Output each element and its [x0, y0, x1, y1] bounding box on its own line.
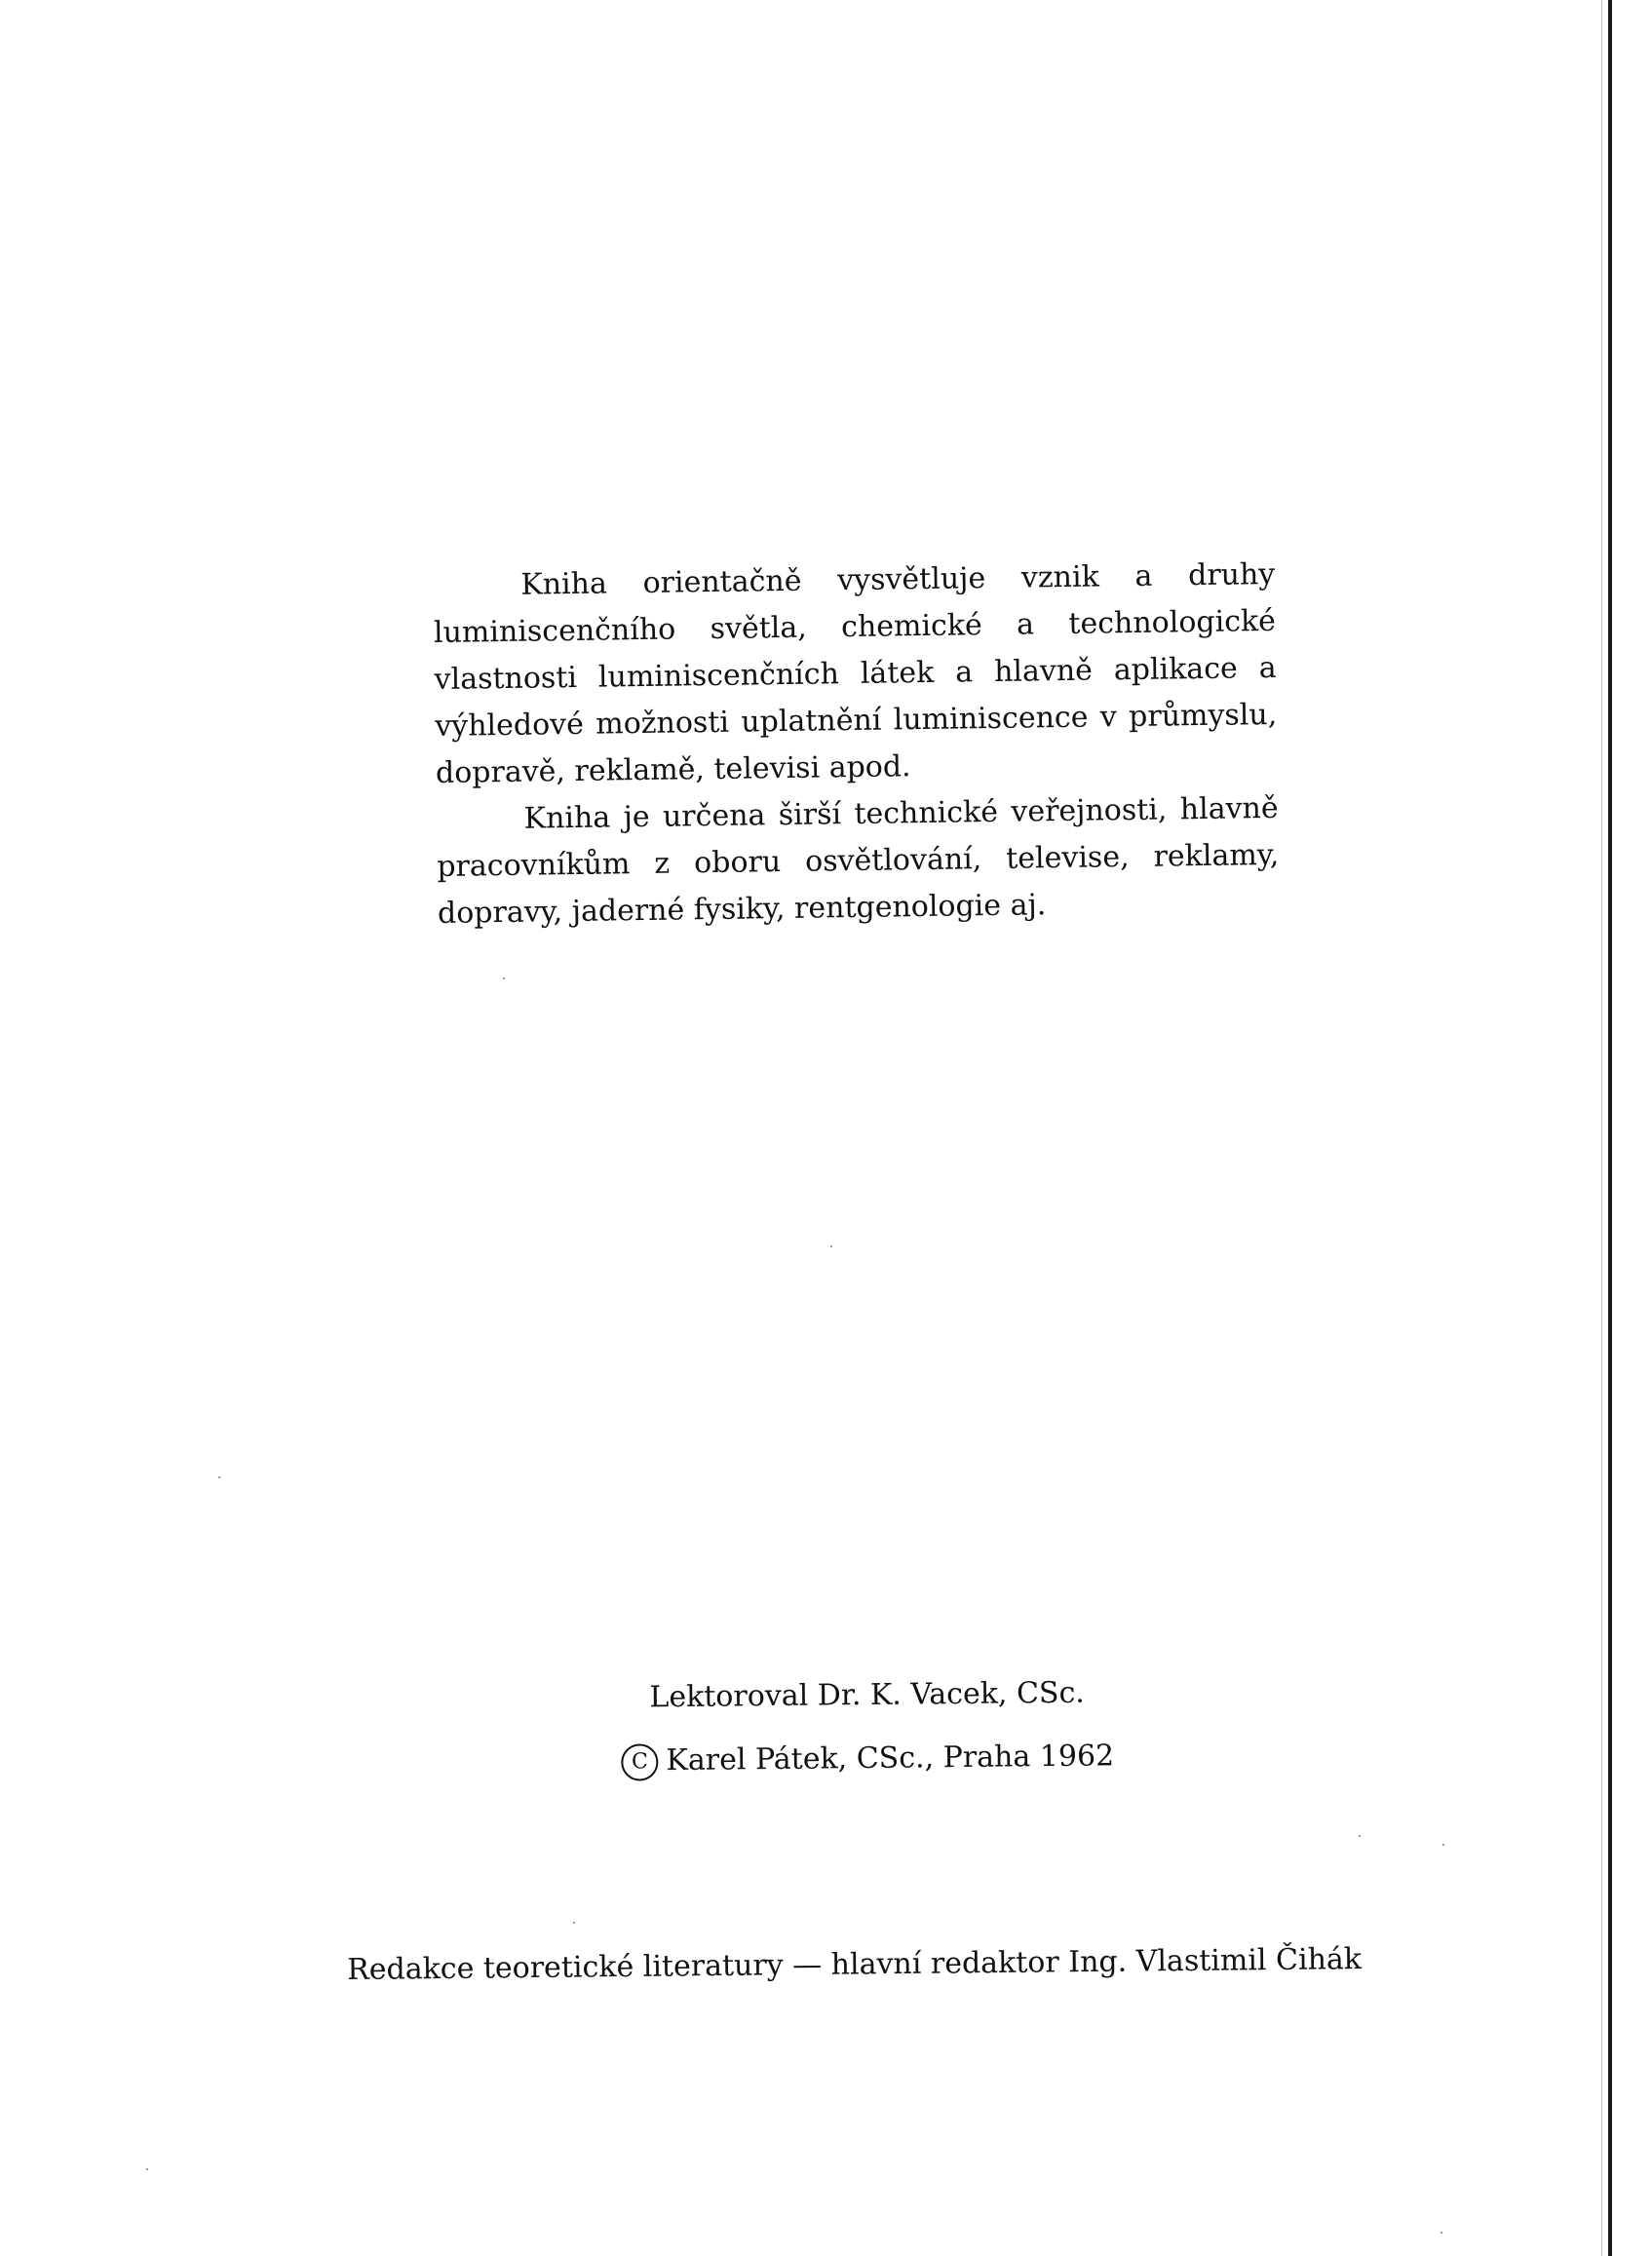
scan-speck [573, 1922, 575, 1924]
scan-speck [218, 1476, 220, 1478]
annotation-paragraph-2: Kniha je určena širší technické veřejnosti, hlavně pracovníkům z oboru osvětlování, televise, reklamy, dopravy, jaderné fysiky, rentgenologie aj. [437, 790, 1280, 931]
scan-speck [503, 977, 505, 979]
scan-speck [1442, 1844, 1444, 1846]
reviewer-line: Lektoroval Dr. K. Vacek, CSc. [649, 1675, 1086, 1715]
scan-speck [830, 1245, 832, 1247]
annotation-paragraph-1: Kniha orientačně vysvětluje vznik a druhy luminiscenčního světla, chemické a technologické vlastnosti luminiscenčních látek a hlavně aplikace a výhledové možnosti uplatnění luminiscence v průmyslu, dopravě, reklamě, televisi apod. [433, 556, 1278, 790]
copyright-text: Karel Pátek, CSc., Praha 1962 [666, 1739, 1115, 1778]
scan-speck [1359, 1835, 1361, 1837]
page-edge-shadow [1601, 0, 1602, 2256]
book-annotation [433, 552, 1280, 937]
editorial-line: Redakce teoretické literatury — hlavní redaktor Ing. Vlastimil Čihák [347, 1942, 1363, 1987]
scan-speck [146, 2168, 148, 2170]
copyright-icon: C [621, 1743, 658, 1780]
page-edge-binding-line [1608, 0, 1612, 2256]
scan-speck [1441, 2232, 1442, 2234]
copyright-line [546, 1739, 1189, 1782]
credits-block [545, 1675, 1189, 1782]
